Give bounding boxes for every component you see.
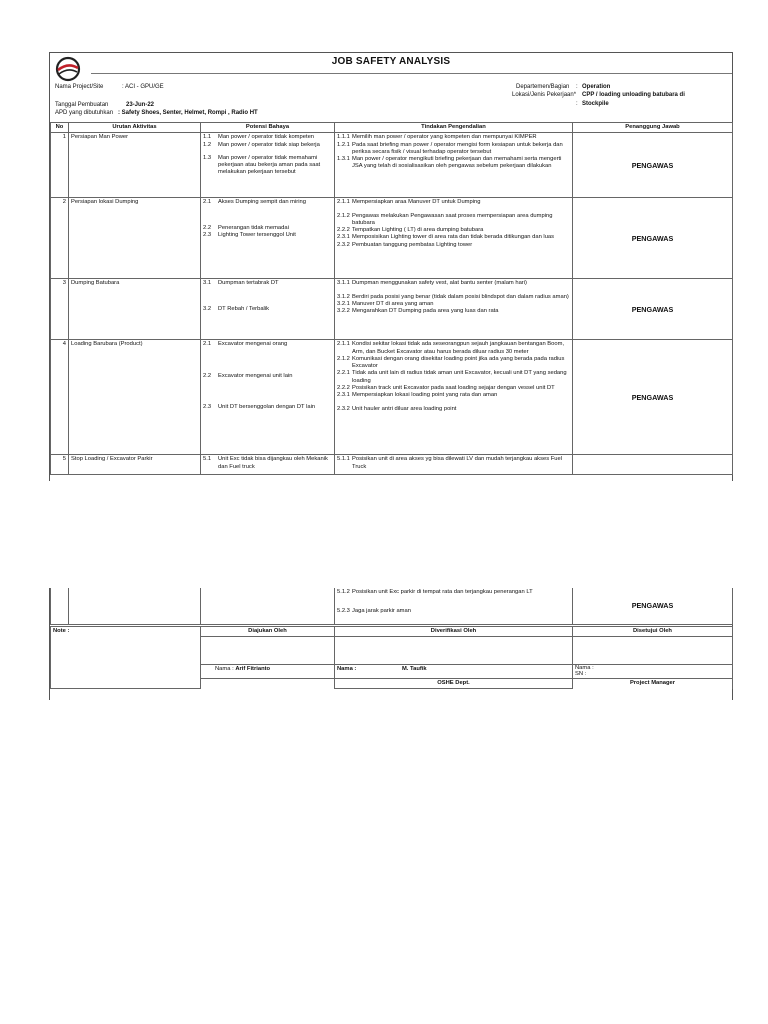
hazard-text: Akses Dumping sempit dan miring (218, 199, 306, 206)
row-hazards (201, 340, 335, 455)
hazard-number: 3.2 (203, 305, 212, 312)
table-row (51, 455, 733, 475)
signoff-table (50, 626, 733, 689)
verifier-name-cell (335, 665, 573, 679)
document-title: JOB SAFETY ANALYSIS (331, 56, 451, 67)
continuation-hazard-cell (201, 588, 335, 624)
verifier-dept: OSHE Dept. (335, 679, 573, 689)
hazard-text: Dumpman tertabrak DT (218, 280, 279, 287)
approver-name-cell (573, 665, 733, 679)
department-colon: : (576, 84, 578, 90)
control-text: Komunikasi dengan orang disekitar loading point jika ada yang berada pada radius Excavator (352, 355, 565, 370)
control-text: Pengawas melakukan Pengawasan saat proses mempersiapan area dumping batubara (352, 212, 553, 226)
approver-role: Project Manager (573, 679, 733, 689)
name-label: Nama : (215, 666, 234, 672)
proposer-footer-cell (201, 679, 335, 689)
control-number: 5.1.2 (337, 589, 350, 595)
hazard-text: Lighting Tower tersenggol Unit (218, 231, 296, 238)
row-controls (335, 133, 573, 198)
row-pic: PENGAWAS (573, 588, 733, 624)
control-number: 3.1.1 (337, 280, 350, 287)
project-value: : ACI - GPU/GE (122, 84, 164, 90)
control-number: 1.1.1 (337, 134, 350, 141)
control-number: 2.3.1 (337, 234, 350, 241)
hazard-number: 2.3 (203, 403, 212, 410)
hazard-number: 5.1 (203, 456, 212, 463)
control-text: Pada saat briefing man power / operator mengisi form kesiapan untuk bekerja dan periksa secara fisik / visual terhadap operator tersebut (352, 141, 563, 155)
row-controls (335, 340, 573, 455)
hazard-text: Excavator mengenai orang (218, 341, 288, 348)
row-number: 4 (51, 340, 69, 455)
approver-name-label: Nama : (575, 665, 594, 671)
row-activity: Dumping Batubara (69, 279, 201, 340)
name-label: Nama : (337, 666, 357, 672)
control-number: 3.1.2 (337, 293, 350, 300)
continuation-activity-cell (69, 588, 201, 624)
control-number: 1.2.1 (337, 141, 350, 148)
header-no: No (51, 123, 69, 133)
row-number: 5 (51, 455, 69, 475)
hazard-text: Excavator mengenai unit lain (218, 372, 293, 379)
hazard-text: DT Rebah / Terbalik (218, 305, 270, 312)
control-number: 2.3.2 (337, 241, 350, 248)
location-value-line2: Stockpile (582, 101, 609, 107)
control-number: 2.3.1 (337, 392, 350, 399)
control-text: Memilih man power / operator yang kompeten dan mempunyai KIMPER (352, 134, 537, 141)
control-text: Posisikan unit di area akses yg bisa dilewati LV dan mudah terjangkau akses Fuel Truck (352, 456, 562, 470)
approver-signature-area (573, 637, 733, 665)
table-row (51, 198, 733, 279)
control-number: 2.2.1 (337, 370, 350, 377)
row-controls (335, 455, 573, 475)
control-text: Mempersiapkan lokasi loading point yang rata dan aman (352, 392, 498, 399)
continuation-no-cell (51, 588, 69, 624)
hazard-number: 3.1 (203, 280, 212, 287)
control-text: Jaga jarak parkir aman (352, 608, 411, 615)
jsa-table-continued (50, 588, 733, 625)
approver-sn-label: SN : (575, 670, 587, 677)
row-activity: Persiapan lokasi Dumping (69, 198, 201, 279)
apd-label: APD yang dibutuhkan (55, 110, 114, 116)
approved-by-header: Disetujui Oleh (573, 627, 733, 637)
proposer-signature-area (201, 637, 335, 665)
control-number: 2.3.2 (337, 405, 350, 412)
control-number: 3.2.1 (337, 300, 350, 307)
row-pic-empty (573, 455, 733, 475)
row-hazards (201, 279, 335, 340)
row-activity: Loading Barubara (Product) (69, 340, 201, 455)
control-number: 2.2.2 (337, 227, 350, 234)
row-pic: PENGAWAS (573, 198, 733, 279)
hazard-text: Penerangan tidak memadai (218, 224, 289, 231)
row-pic: PENGAWAS (573, 340, 733, 455)
verified-by-header: Diverifikasi Oleh (335, 627, 573, 637)
hazard-text: Unit DT bersenggolan dengan DT lain (218, 403, 316, 410)
row-number: 2 (51, 198, 69, 279)
department-label: Departemen/Bagian (516, 84, 570, 90)
row-hazards (201, 455, 335, 475)
table-row (51, 133, 733, 198)
hazard-text: Unit Exc tidak bisa dijangkau oleh Mekanik dan Fuel truck (218, 456, 328, 470)
table-row (51, 588, 733, 624)
table-row (51, 340, 733, 455)
control-text: Dumpman menggunakan safety vest, alat bantu senter (malam hari) (352, 280, 527, 287)
control-text: Mempersiapkan araa Manuver DT untuk Dumping (352, 199, 481, 206)
control-text: Mengarahkan DT Dumping pada area yang luas dan rata (352, 308, 499, 315)
control-number: 5.2.3 (337, 608, 350, 615)
apd-value: : Safety Shoes, Senter, Helmet, Rompi , Radio HT (118, 110, 258, 116)
control-number: 2.1.2 (337, 212, 350, 219)
hazard-number: 1.1 (203, 134, 212, 141)
hazard-number: 2.3 (203, 231, 212, 238)
row-controls (335, 198, 573, 279)
control-text: Tidak ada unit lain di radius tidak aman unit Excavator, kecuali unit DT yang sedang loading (352, 370, 567, 384)
location-label: Lokasi/Jenis Pekerjaan* (512, 92, 577, 98)
proposer-name-cell (201, 665, 335, 679)
row-controls (335, 588, 573, 624)
location-value-line1: CPP / loading unloading batubara di (582, 92, 685, 98)
hazard-number: 1.2 (203, 141, 212, 148)
hazard-text: Man power / operator tidak kompeten (218, 134, 315, 141)
row-controls (335, 279, 573, 340)
control-text: Kondisi sekitar lokasi tidak ada seseorangpun sejauh jangkauan bentangan Boom, Arm, dan Bucket Excavator atau harus berada diluar radius 30 meter (352, 341, 565, 355)
department-value: Operation (582, 84, 611, 90)
title-divider (91, 73, 732, 74)
control-text: Pembuatan tanggung pembatas Lighting tower (352, 241, 473, 248)
control-text: Man power / operator mengikuti briefing pekerjaan dan memahami serta mengerti JSA yang telah di sosialisasikan oleh pengawas sebelum pekerjaan dilakukan (352, 156, 562, 170)
hazard-number: 2.2 (203, 372, 212, 379)
row-hazards (201, 133, 335, 198)
hazard-text: Man power / operator tidak siap bekerja (218, 141, 320, 148)
location-colon: : (576, 101, 578, 107)
header-pic: Penanggung Jawab (573, 123, 733, 133)
project-label: Nama Project/Site (55, 84, 104, 90)
jsa-table (50, 122, 733, 475)
verifier-signature-area (335, 637, 573, 665)
jsa-sheet-bottom (49, 588, 733, 700)
control-number: 2.2.2 (337, 385, 350, 392)
row-activity: Stop Loading / Excavator Parkir (69, 455, 201, 475)
control-text: Posisikan track unit Excavator pada saat loading sejajar dengan vessel unit DT (352, 385, 555, 392)
proposer-name: Arif Fitrianto (235, 666, 271, 672)
control-number: 2.1.2 (337, 355, 350, 362)
verifier-name: M. Taufik (401, 666, 427, 672)
hazard-number: 2.1 (203, 199, 212, 206)
control-text: Tempatkan Lighting ( LT) di area dumping batubara (352, 227, 484, 234)
control-number: 2.1.1 (337, 341, 350, 348)
row-pic: PENGAWAS (573, 279, 733, 340)
row-hazards (201, 198, 335, 279)
row-number: 3 (51, 279, 69, 340)
control-text: Posisikan unit Exc parkir di tempat rata dan terjangkau penerangan LT (352, 589, 533, 595)
row-pic: PENGAWAS (573, 133, 733, 198)
table-row (51, 279, 733, 340)
date-label: Tanggal Pembuatan (55, 102, 109, 108)
header-hazard: Potensi Bahaya (201, 123, 335, 133)
row-activity: Persiapan Man Power (69, 133, 201, 198)
hazard-text: Man power / operator tidak memahami pekerjaan atau bekerja aman pada saat melakukan pekerjaan tersebut (218, 154, 321, 176)
note-label: Note : (51, 627, 201, 689)
row-number: 1 (51, 133, 69, 198)
control-number: 1.3.1 (337, 156, 350, 163)
control-text: Berdiri pada posisi yang benar (tidak dalam posisi blindspot dan dalam radius aman) (352, 293, 569, 300)
header-control: Tindakan Pengendalian (335, 123, 573, 133)
control-text: Manuver DT di area yang aman (352, 300, 434, 307)
control-text: Memposisikan Lighting tower di area rata dan tidak berada ditikungan dan luas (352, 234, 555, 241)
control-number: 5.1.1 (337, 456, 350, 463)
hazard-number: 2.1 (203, 341, 212, 348)
control-text: Unit hauler antri diluar area loading point (352, 405, 457, 412)
control-number: 2.1.1 (337, 199, 350, 206)
date-value: 23-Jun-22 (126, 102, 155, 108)
hazard-number: 1.3 (203, 154, 212, 161)
hazard-number: 2.2 (203, 224, 212, 231)
header-activity: Urutan Aktivitas (69, 123, 201, 133)
jsa-sheet-top (49, 52, 733, 481)
control-number: 3.2.2 (337, 308, 350, 315)
proposed-by-header: Diajukan Oleh (201, 627, 335, 637)
